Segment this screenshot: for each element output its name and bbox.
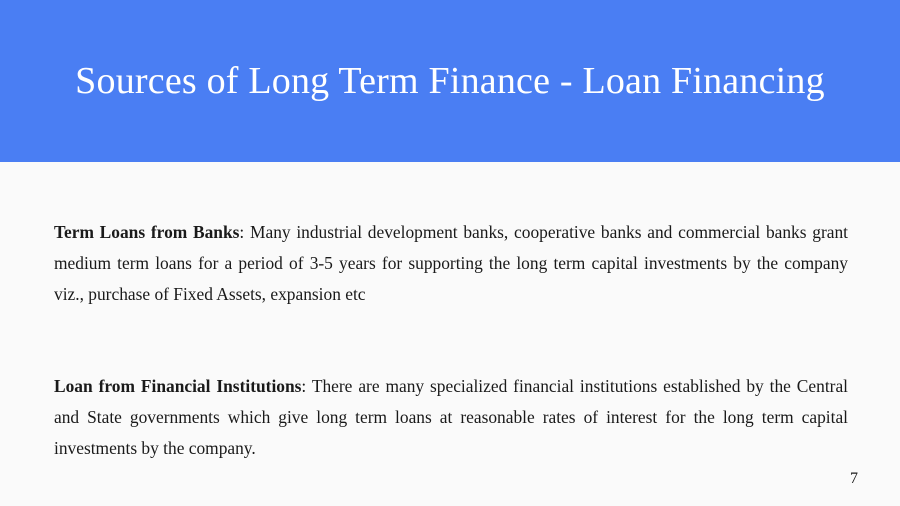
paragraph-loan-from-financial-institutions — [54, 371, 848, 464]
slide-title-band — [0, 0, 900, 162]
slide-body — [0, 162, 900, 506]
paragraph-text: : There are many specialized financial institutions established by the Central and State governments which give long term loans at reasonable rates of interest for the long term capital investments by the company. — [54, 376, 848, 459]
paragraph-term-loans-from-banks — [54, 217, 848, 310]
page-title: Sources of Long Term Finance - Loan Financing — [75, 59, 825, 102]
paragraph-lead: Loan from Financial Institutions — [54, 376, 302, 397]
page-number: 7 — [850, 470, 858, 487]
paragraph-text: : Many industrial development banks, cooperative banks and commercial banks grant medium term loans for a period of 3-5 years for supporting the long term capital investments by the company viz., purchase of Fixed Assets, expansion etc — [54, 222, 848, 305]
paragraph-lead: Term Loans from Banks — [54, 222, 240, 243]
